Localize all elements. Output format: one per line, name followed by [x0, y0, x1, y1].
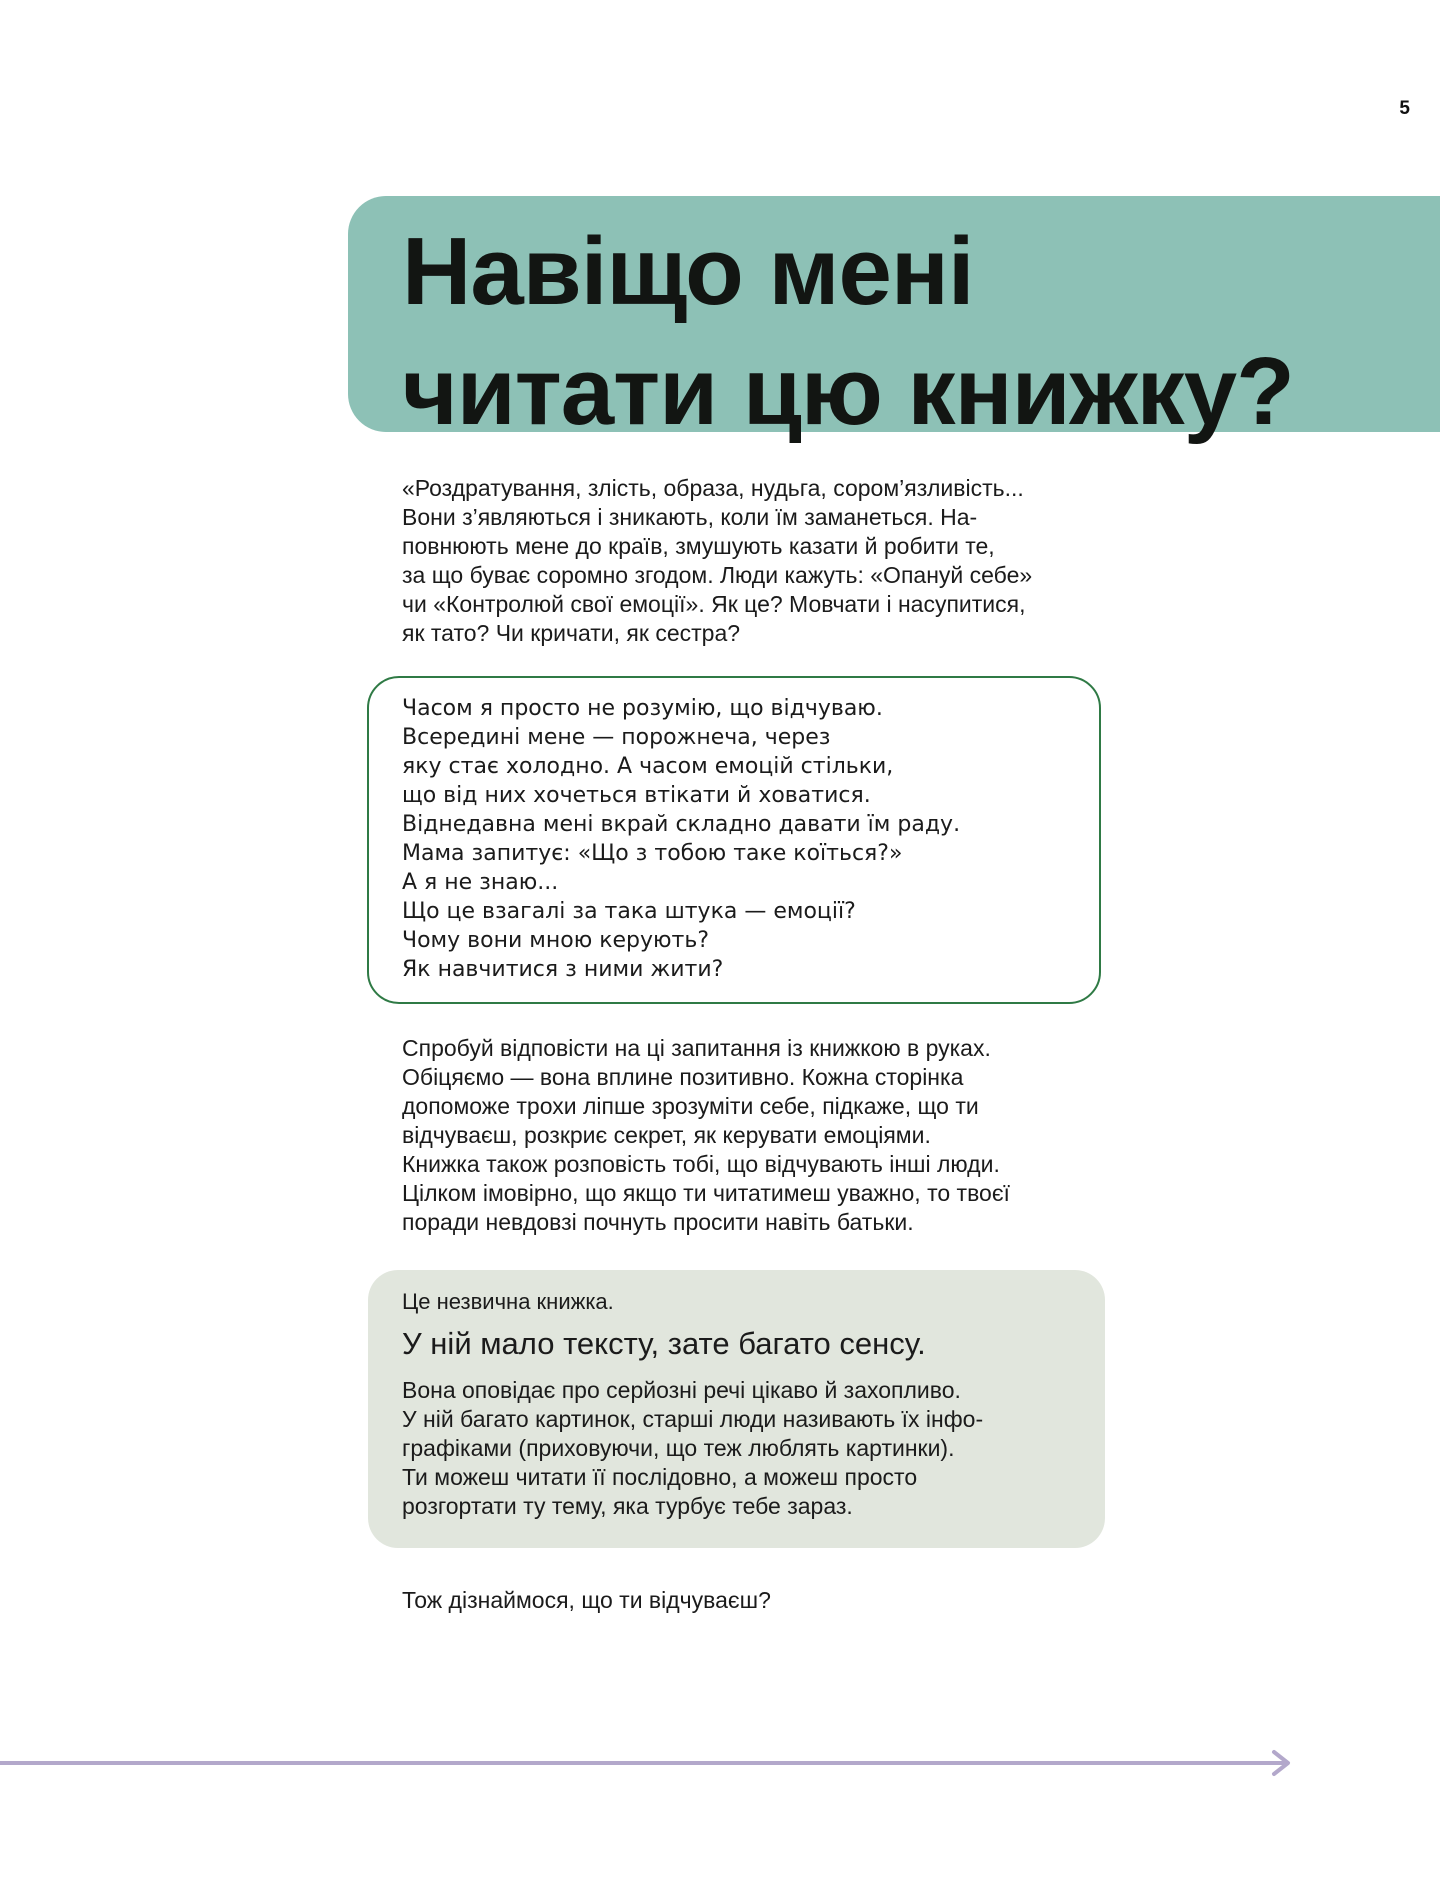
page-number: 5 [1399, 98, 1410, 119]
title-line-2: читати цю книжку? [402, 338, 1294, 445]
info-line: У ній багато картинок, старші люди називають їх інфо- [402, 1406, 984, 1432]
quote-line: яку стає холодно. А часом емоцій стільки, [402, 754, 894, 779]
quote-line: Мама запитує: «Що з тобою таке коїться?» [402, 841, 903, 866]
info-body [402, 1376, 1102, 1521]
quote-line: Як навчитися з ними жити? [402, 957, 724, 982]
intro-line: «Роздратування, злість, образа, нудьга, сором’язливість... [402, 475, 1024, 501]
quote-line: що від них хочеться втікати й ховатися. [402, 783, 871, 808]
intro-line: повнюють мене до країв, змушують казати й робити те, [402, 533, 995, 559]
answer-line: поради невдовзі почнуть просити навіть батьки. [402, 1209, 914, 1235]
quote-line: Віднедавна мені вкрай складно давати їм раду. [402, 812, 961, 837]
quote-line: А я не знаю... [402, 870, 559, 895]
intro-paragraph [402, 474, 1102, 648]
intro-line: чи «Контролюй свої емоції». Як це? Мовчати і насупитися, [402, 591, 1026, 617]
intro-line: за що буває соромно згодом. Люди кажуть: «Опануй себе» [402, 562, 1033, 588]
info-line: Вона оповідає про серйозні речі цікаво й захопливо. [402, 1377, 961, 1403]
answer-line: відчуваєш, розкриє секрет, як керувати емоціями. [402, 1122, 931, 1148]
intro-line: Вони з’являються і зникають, коли їм заманеться. На- [402, 504, 978, 530]
answer-line: Обіцяємо — вона вплине позитивно. Кожна сторінка [402, 1064, 964, 1090]
quote-line: Чому вони мною керують? [402, 928, 709, 953]
intro-line: як тато? Чи кричати, як сестра? [402, 620, 741, 646]
info-lead: Це незвична книжка. [402, 1289, 614, 1314]
info-line: Ти можеш читати її послідовно, а можеш просто [402, 1464, 918, 1490]
arrow-right-icon [0, 1748, 1300, 1778]
quote-line: Що це взагалі за така штука — емоції? [402, 899, 856, 924]
info-line: розгортати ту тему, яка турбує тебе зараз. [402, 1493, 853, 1519]
quote-text [402, 694, 960, 984]
answer-line: Спробуй відповісти на ці запитання із книжкою в руках. [402, 1035, 991, 1061]
answer-line: Цілком імовірно, що якщо ти читатимеш уважно, то твоєї [402, 1180, 1010, 1206]
title-line-1: Навіщо мені [402, 218, 974, 325]
quote-line: Всередині мене — порожнеча, через [402, 725, 831, 750]
answer-line: допоможе трохи ліпше зрозуміти себе, підкаже, що ти [402, 1093, 979, 1119]
page-title [402, 212, 1294, 452]
quote-line: Часом я просто не розумію, що відчуваю. [402, 696, 883, 721]
answer-line: Книжка також розповість тобі, що відчувають інші люди. [402, 1151, 1000, 1177]
info-headline: У ній мало тексту, зате багато сенсу. [402, 1326, 926, 1361]
answer-paragraph [402, 1034, 1102, 1237]
info-line: графіками (приховуючи, що теж люблять картинки). [402, 1435, 955, 1461]
closing-question: Тож дізнаймося, що ти відчуваєш? [402, 1587, 771, 1613]
